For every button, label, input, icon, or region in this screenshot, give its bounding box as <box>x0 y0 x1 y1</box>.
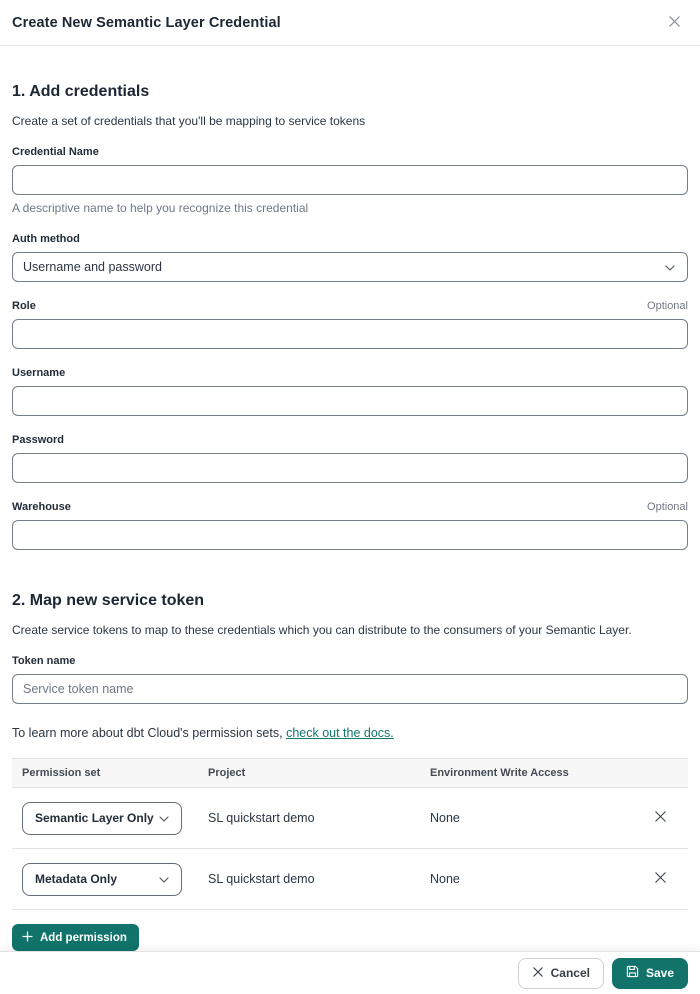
project-cell: SL quickstart demo <box>208 811 315 825</box>
modal-header <box>0 0 700 46</box>
role-field-group <box>12 300 688 349</box>
token-name-field-group <box>12 655 688 704</box>
page-title: Create New Semantic Layer Credential <box>12 14 281 31</box>
role-input[interactable] <box>12 319 688 349</box>
add-permission-label: Add permission <box>40 931 127 944</box>
remove-permission-button[interactable] <box>648 867 672 891</box>
role-optional-badge: Optional <box>647 300 688 312</box>
column-header-environment-write-access: Environment Write Access <box>430 767 569 779</box>
plus-icon <box>22 931 33 945</box>
warehouse-optional-badge: Optional <box>647 501 688 513</box>
credential-name-field-group <box>12 146 688 215</box>
x-icon <box>654 810 667 826</box>
add-permission-button[interactable] <box>12 924 139 951</box>
table-row <box>12 788 688 849</box>
docs-link[interactable]: check out the docs. <box>286 726 394 740</box>
project-cell: SL quickstart demo <box>208 872 315 886</box>
username-label: Username <box>12 367 66 379</box>
docs-hint-line <box>12 726 688 740</box>
auth-method-field-group <box>12 233 688 282</box>
table-row <box>12 849 688 910</box>
warehouse-label: Warehouse <box>12 501 71 513</box>
environment-write-access-cell: None <box>430 811 460 825</box>
permission-set-select[interactable] <box>22 863 182 896</box>
close-button[interactable] <box>663 10 686 36</box>
credential-name-helper: A descriptive name to help you recognize this credential <box>12 201 309 215</box>
save-button[interactable] <box>612 958 688 989</box>
username-field-group <box>12 367 688 416</box>
chevron-down-icon <box>159 811 169 825</box>
section-heading-add-credentials: 1. Add credentials <box>12 83 150 100</box>
username-input[interactable] <box>12 386 688 416</box>
column-header-project: Project <box>208 767 246 779</box>
auth-method-selected-value: Username and password <box>23 260 162 274</box>
warehouse-input[interactable] <box>12 520 688 550</box>
role-label: Role <box>12 300 36 312</box>
permissions-table <box>12 758 688 910</box>
warehouse-field-group <box>12 501 688 550</box>
permissions-table-header <box>12 758 688 788</box>
credential-name-label: Credential Name <box>12 146 99 158</box>
password-field-group <box>12 434 688 483</box>
close-icon <box>667 14 682 32</box>
permission-set-selected-value: Semantic Layer Only <box>35 811 154 825</box>
chevron-down-icon <box>159 872 169 886</box>
cancel-label: Cancel <box>550 966 590 980</box>
section-description-token: Create service tokens to map to these credentials which you can distribute to the consumers of your Semantic Layer. <box>12 623 632 637</box>
modal-body <box>0 46 700 951</box>
column-header-permission-set: Permission set <box>22 767 101 779</box>
x-icon <box>654 871 667 887</box>
environment-write-access-cell: None <box>430 872 460 886</box>
password-input[interactable] <box>12 453 688 483</box>
remove-permission-button[interactable] <box>648 806 672 830</box>
token-name-input[interactable] <box>12 674 688 704</box>
section-heading-map-service-token: 2. Map new service token <box>12 592 205 609</box>
token-name-label: Token name <box>12 655 76 667</box>
permission-set-selected-value: Metadata Only <box>35 872 118 886</box>
modal-footer <box>0 951 700 994</box>
credential-name-input[interactable] <box>12 165 688 195</box>
save-label: Save <box>645 966 674 980</box>
auth-method-label: Auth method <box>12 233 80 245</box>
password-label: Password <box>12 434 64 446</box>
cancel-button[interactable] <box>518 958 604 989</box>
x-icon <box>532 966 544 981</box>
permission-set-select[interactable] <box>22 802 182 835</box>
section-description-credentials: Create a set of credentials that you'll be mapping to service tokens <box>12 114 366 128</box>
auth-method-select[interactable] <box>12 252 688 282</box>
chevron-down-icon <box>665 260 675 274</box>
floppy-disk-icon <box>626 965 639 981</box>
docs-hint-text: To learn more about dbt Cloud's permission sets, <box>12 726 283 740</box>
